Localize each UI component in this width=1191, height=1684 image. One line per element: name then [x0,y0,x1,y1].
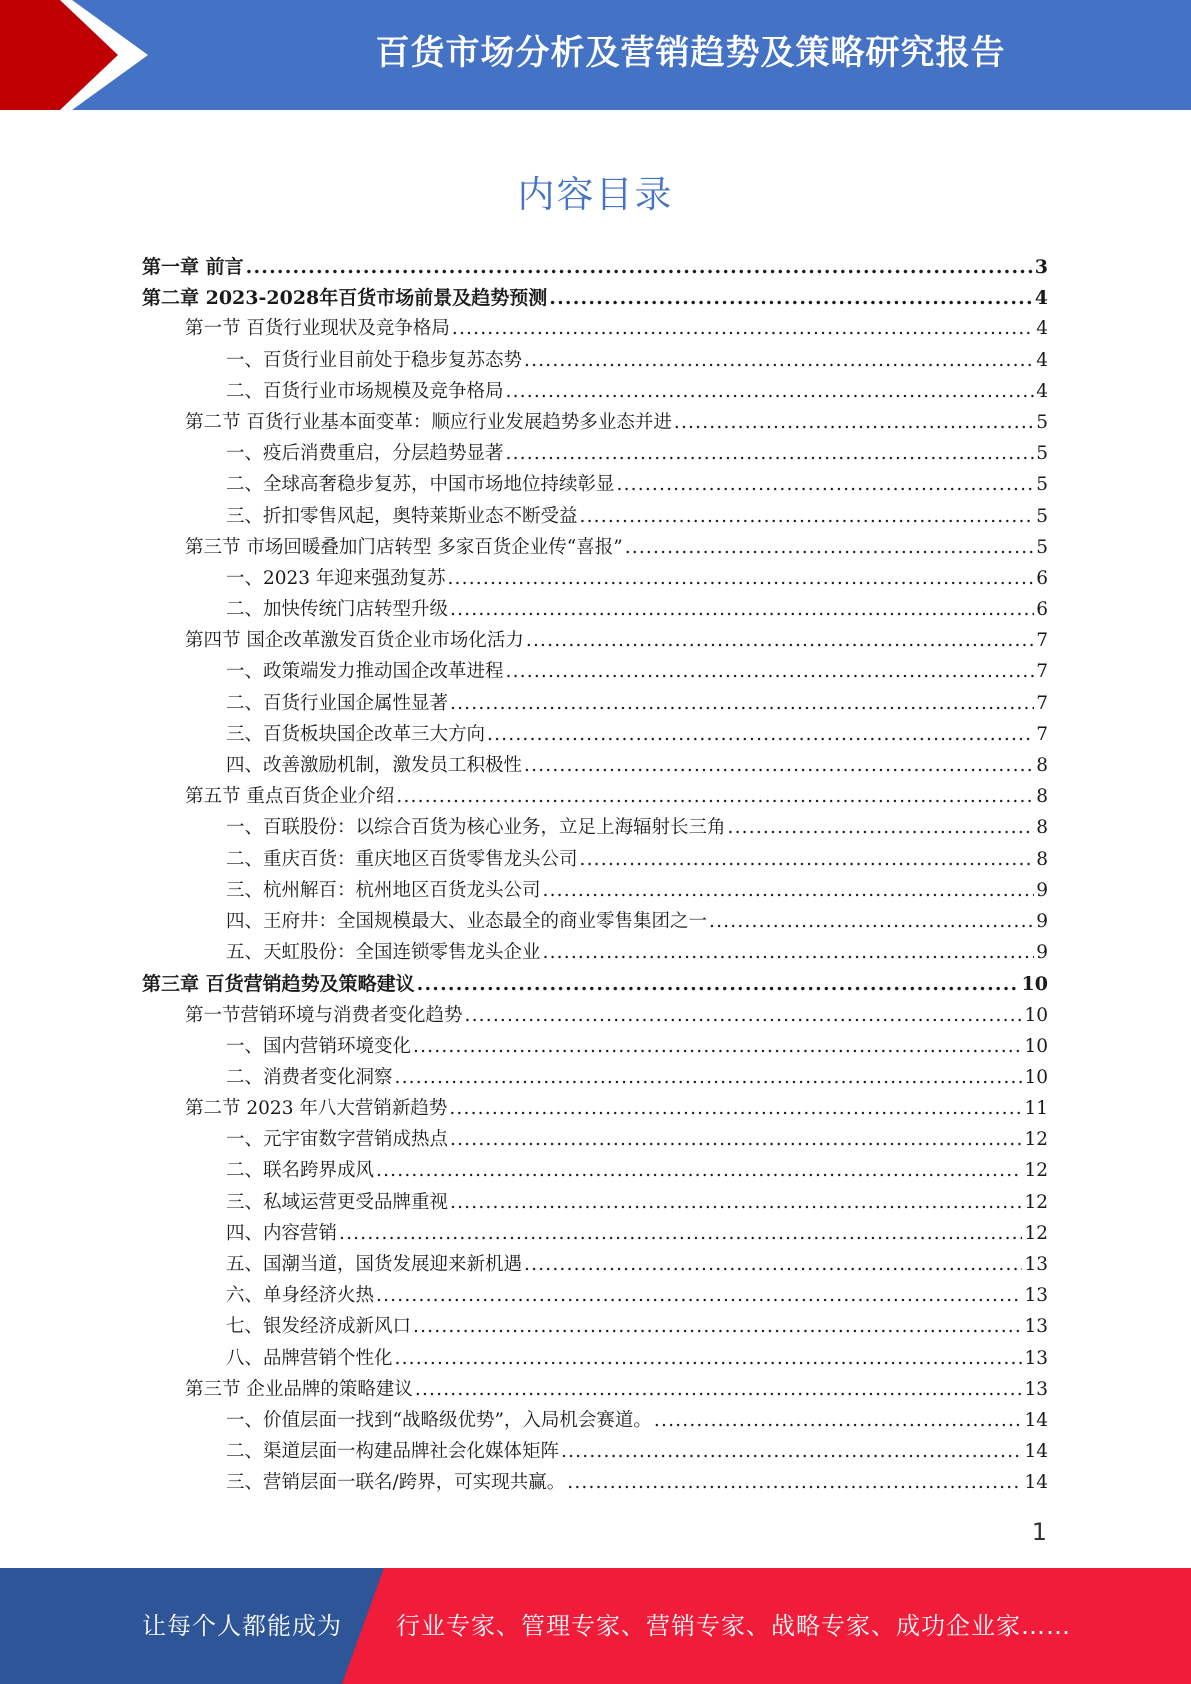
toc-entry-page: 5 [1036,505,1048,527]
toc-entry-title: 三、营销层面一联名/跨界，可实现共赢。 [226,1472,566,1494]
toc-subsection-row[interactable] [142,813,1048,844]
toc-entry-page: 9 [1036,879,1048,901]
toc-subsection-row[interactable] [142,346,1048,377]
report-title: 百货市场分析及营销趋势及策略研究报告 [375,33,1006,73]
toc-dot-leader [524,755,1034,776]
toc-entry-page: 5 [1036,474,1048,496]
page-number: 1 [1031,1518,1047,1546]
toc-entry-title: 七、银发经济成新风口 [226,1316,412,1338]
toc-entry-page: 5 [1036,411,1048,433]
toc-dot-leader [465,1005,1023,1026]
toc-entry-page: 7 [1036,661,1048,683]
toc-dot-leader [580,506,1035,527]
toc-dot-leader [674,412,1034,433]
toc-heading: 内容目录 [517,173,674,216]
toc-entry-page: 10 [1024,1004,1048,1026]
toc-subsection-row[interactable] [142,751,1048,782]
toc-entry-page: 8 [1036,786,1048,808]
toc-entry-page: 12 [1024,1129,1048,1151]
toc-subsection-row[interactable] [142,470,1048,501]
toc-entry-title: 五、天虹股份：全国连锁零售龙头企业 [226,942,541,964]
toc-dot-leader [413,1316,1022,1337]
toc-subsection-row[interactable] [142,1406,1048,1437]
toc-entry-page: 7 [1036,723,1048,745]
toc-dot-leader [728,817,1035,838]
toc-entry-page: 4 [1036,380,1048,402]
toc-subsection-row[interactable] [142,657,1048,688]
toc-entry-page: 14 [1024,1409,1048,1431]
table-of-contents [142,252,1048,1500]
toc-entry-page: 13 [1024,1378,1048,1400]
toc-entry-title: 五、国潮当道，国货发展迎来新机遇 [226,1254,523,1275]
toc-dot-leader [417,973,1020,995]
toc-subsection-row[interactable] [142,1219,1048,1250]
toc-entry-title: 三、杭州解百：杭州地区百货龙头公司 [226,879,541,901]
toc-entry-title: 一、元宇宙数字营销成热点 [226,1129,449,1151]
toc-subsection-row[interactable] [142,938,1048,969]
toc-dot-leader [549,287,1033,309]
toc-dot-leader [376,1285,1022,1306]
toc-subsection-row[interactable] [142,1125,1048,1156]
toc-entry-page: 13 [1024,1285,1048,1307]
toc-entry-title: 一、国内营销环境变化 [226,1035,412,1057]
toc-section-row[interactable] [142,626,1048,657]
toc-dot-leader [487,724,1034,745]
toc-entry-page: 10 [1024,1035,1048,1057]
toc-subsection-row[interactable] [142,1250,1048,1281]
toc-dot-leader [617,474,1035,495]
toc-dot-leader [246,256,1033,278]
toc-dot-leader [396,786,1034,807]
report-header-band [0,0,1191,110]
toc-chapter-row[interactable] [142,252,1048,283]
footer-band [0,1568,1191,1684]
toc-entry-title: 四、改善激励机制，激发员工积极性 [226,755,523,776]
toc-subsection-row[interactable] [142,845,1048,876]
toc-subsection-row[interactable] [142,595,1048,626]
toc-dot-leader [450,599,1034,620]
toc-entry-page: 7 [1036,692,1048,714]
toc-entry-page: 10 [1021,973,1048,996]
toc-entry-page: 14 [1024,1441,1048,1463]
toc-entry-title: 八、品牌营销个性化 [226,1347,393,1369]
toc-entry-title: 第二节 2023 年八大营销新趋势 [185,1098,448,1120]
toc-subsection-row[interactable] [142,1312,1048,1343]
toc-subsection-row[interactable] [142,1156,1048,1187]
toc-entry-page: 5 [1036,443,1048,465]
toc-entry-page: 8 [1036,817,1048,839]
toc-entry-title: 第五节 重点百货企业介绍 [185,786,395,808]
toc-dot-leader [561,1441,1022,1462]
toc-subsection-row[interactable] [142,720,1048,751]
toc-entry-page: 9 [1036,942,1048,964]
toc-section-row[interactable] [142,1001,1048,1032]
toc-subsection-row[interactable] [142,1032,1048,1063]
toc-subsection-row[interactable] [142,1063,1048,1094]
toc-dot-leader [506,381,1035,402]
toc-dot-leader [709,911,1034,932]
toc-entry-page: 13 [1024,1254,1048,1275]
toc-entry-title: 第三节 市场回暖叠加门店转型 多家百货企业传“喜报” [185,536,623,558]
toc-dot-leader [543,880,1035,901]
toc-dot-leader [654,1410,1023,1431]
toc-section-row[interactable] [142,408,1048,439]
toc-dot-leader [524,1254,1022,1275]
toc-dot-leader [625,537,1035,558]
toc-subsection-row[interactable] [142,502,1048,533]
toc-section-row[interactable] [142,314,1048,345]
toc-entry-title: 一、政策端发力推动国企改革进程 [226,661,504,683]
toc-entry-title: 第三章 百货营销趋势及策略建议 [142,973,415,996]
toc-dot-leader [395,1067,1023,1088]
toc-subsection-row[interactable] [142,1437,1048,1468]
toc-dot-leader [376,1160,1022,1181]
toc-subsection-row[interactable] [142,907,1048,938]
toc-entry-page: 13 [1024,1347,1048,1369]
toc-entry-title: 第二节 百货行业基本面变革：顺应行业发展趋势多业态并进 [185,411,672,433]
toc-dot-leader [447,568,1034,589]
toc-entry-title: 二、百货行业市场规模及竞争格局 [226,380,504,402]
toc-entry-title: 一、价值层面一找到“战略级优势”，入局机会赛道。 [226,1409,652,1431]
toc-dot-leader [526,630,1034,651]
toc-entry-page: 5 [1036,536,1048,558]
toc-entry-title: 第三节 企业品牌的策略建议 [185,1378,413,1400]
toc-entry-page: 9 [1036,910,1048,932]
toc-dot-leader [506,661,1035,682]
toc-entry-page: 7 [1036,630,1048,652]
toc-dot-leader [506,443,1035,464]
toc-entry-page: 10 [1024,1066,1048,1088]
toc-entry-title: 三、私域运营更受品牌重视 [226,1191,449,1213]
toc-entry-page: 4 [1036,318,1048,340]
footer-slogan-left: 让每个人都能成为 [142,1612,342,1640]
toc-entry-title: 一、疫后消费重启，分层趋势显著 [226,443,504,465]
toc-entry-page: 6 [1036,567,1048,589]
header-chevron-icon [0,0,160,110]
toc-entry-title: 第一节 百货行业现状及竞争格局 [185,318,450,340]
toc-dot-leader [450,1192,1022,1213]
toc-dot-leader [413,1036,1022,1057]
toc-entry-title: 二、重庆百货：重庆地区百货零售龙头公司 [226,848,578,870]
toc-entry-page: 11 [1024,1098,1048,1120]
toc-section-row[interactable] [142,782,1048,813]
toc-subsection-row[interactable] [142,1188,1048,1219]
toc-dot-leader [415,1379,1023,1400]
toc-entry-title: 二、加快传统门店转型升级 [226,599,449,621]
toc-entry-page: 8 [1036,848,1048,870]
toc-entry-title: 二、百货行业国企属性显著 [226,692,449,714]
toc-entry-page: 12 [1024,1191,1048,1213]
toc-subsection-row[interactable] [142,1468,1048,1499]
toc-subsection-row[interactable] [142,1281,1048,1312]
footer-slogan-right: 行业专家、管理专家、营销专家、战略专家、成功企业家…… [396,1612,1071,1640]
toc-entry-title: 第一节营销环境与消费者变化趋势 [185,1004,463,1026]
toc-chapter-row[interactable] [142,283,1048,314]
toc-entry-title: 第二章 2023-2028年百货市场前景及趋势预测 [142,287,548,310]
toc-subsection-row[interactable] [142,564,1048,595]
toc-subsection-row[interactable] [142,1344,1048,1375]
toc-entry-title: 二、消费者变化洞察 [226,1066,393,1088]
toc-entry-page: 6 [1036,599,1048,621]
toc-entry-title: 六、单身经济火热 [226,1285,375,1307]
toc-subsection-row[interactable] [142,377,1048,408]
toc-entry-page: 12 [1024,1160,1048,1182]
toc-entry-page: 14 [1024,1472,1048,1494]
toc-subsection-row[interactable] [142,689,1048,720]
toc-entry-page: 13 [1024,1316,1048,1338]
toc-dot-leader [449,1098,1022,1119]
toc-entry-page: 4 [1034,287,1048,310]
toc-entry-title: 第四节 国企改革激发百货企业市场化活力 [185,630,524,652]
toc-chapter-row[interactable] [142,969,1048,1000]
toc-dot-leader [339,1223,1022,1244]
toc-entry-title: 一、百货行业目前处于稳步复苏态势 [226,349,523,371]
toc-dot-leader [580,849,1035,870]
toc-entry-title: 第一章 前言 [142,256,244,278]
toc-entry-page: 12 [1024,1222,1048,1244]
toc-section-row[interactable] [142,533,1048,564]
toc-subsection-row[interactable] [142,439,1048,470]
toc-dot-leader [524,350,1034,371]
toc-entry-title: 三、折扣零售风起，奥特莱斯业态不断受益 [226,505,578,527]
toc-entry-page: 3 [1034,256,1048,278]
toc-entry-title: 一、2023 年迎来强劲复苏 [226,567,446,589]
toc-entry-title: 三、百货板块国企改革三大方向 [226,723,486,745]
toc-dot-leader [452,318,1034,339]
toc-dot-leader [567,1472,1022,1493]
toc-dot-leader [450,693,1034,714]
toc-entry-title: 二、联名跨界成风 [226,1160,375,1182]
toc-dot-leader [450,1129,1022,1150]
toc-entry-page: 4 [1036,349,1048,371]
toc-dot-leader [543,942,1035,963]
toc-section-row[interactable] [142,1094,1048,1125]
toc-entry-title: 二、全球高奢稳步复苏，中国市场地位持续彰显 [226,474,615,496]
toc-entry-title: 一、百联股份：以综合百货为核心业务，立足上海辐射长三角 [226,817,726,839]
toc-dot-leader [395,1348,1023,1369]
toc-entry-title: 二、渠道层面一构建品牌社会化媒体矩阵 [226,1441,560,1463]
toc-section-row[interactable] [142,1375,1048,1406]
toc-subsection-row[interactable] [142,876,1048,907]
toc-entry-title: 四、王府井：全国规模最大、业态最全的商业零售集团之一 [226,910,708,932]
toc-entry-title: 四、内容营销 [226,1222,338,1244]
toc-entry-page: 8 [1036,755,1048,776]
